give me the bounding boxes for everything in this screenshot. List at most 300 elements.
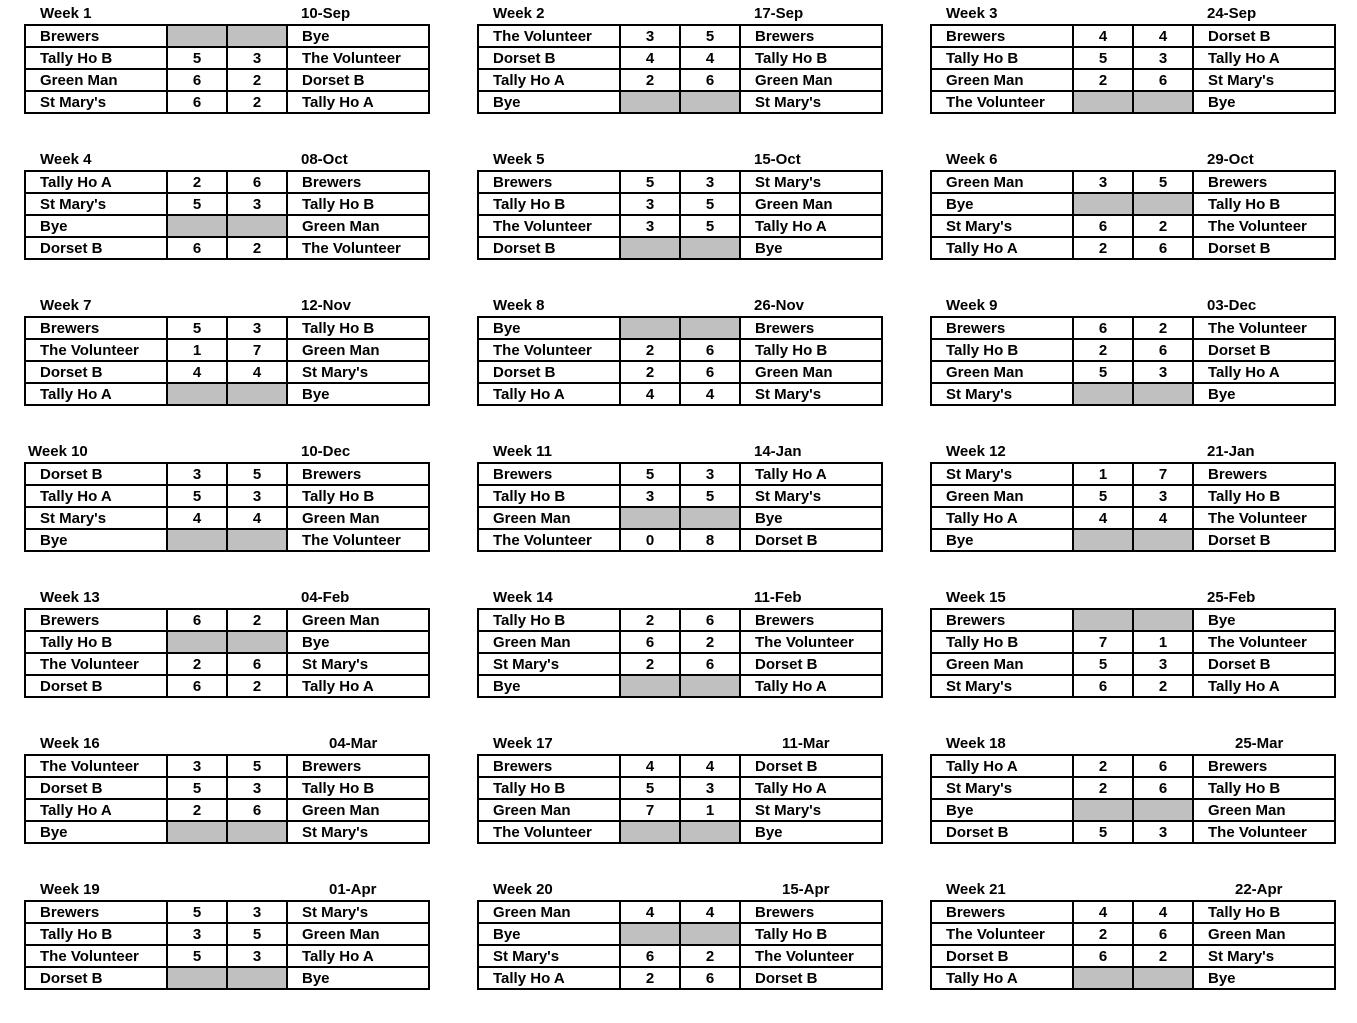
fixture-row	[25, 317, 429, 339]
away-score	[680, 821, 740, 843]
fixture-row	[25, 777, 429, 799]
fixture-row	[25, 25, 429, 47]
home-score	[1073, 383, 1133, 405]
away-team: Tally Ho A	[740, 215, 882, 237]
home-team: Green Man	[931, 361, 1073, 383]
week-label: Week 8	[493, 297, 545, 314]
away-score	[1133, 799, 1193, 821]
away-score: 6	[227, 653, 287, 675]
fixture-row	[931, 777, 1335, 799]
away-team: The Volunteer	[1193, 215, 1335, 237]
week-date: 03-Dec	[1207, 297, 1257, 314]
fixture-row	[931, 609, 1335, 631]
home-team: Tally Ho A	[478, 69, 620, 91]
home-score: 4	[620, 755, 680, 777]
home-team: The Volunteer	[25, 653, 167, 675]
home-score: 4	[620, 47, 680, 69]
home-score: 5	[1073, 361, 1133, 383]
fixture-row	[931, 237, 1335, 259]
home-score: 6	[167, 91, 227, 113]
home-team: Bye	[478, 923, 620, 945]
home-team: Bye	[25, 215, 167, 237]
away-score	[227, 383, 287, 405]
home-score	[620, 675, 680, 697]
away-team: Green Man	[740, 69, 882, 91]
week-label: Week 3	[946, 5, 998, 22]
away-score: 2	[680, 631, 740, 653]
fixture-row	[478, 237, 882, 259]
away-score	[680, 237, 740, 259]
home-team: Green Man	[931, 171, 1073, 193]
home-team: St Mary's	[931, 383, 1073, 405]
away-team: Brewers	[287, 755, 429, 777]
home-team: Bye	[478, 675, 620, 697]
week-block	[477, 0, 881, 125]
home-score: 6	[1073, 945, 1133, 967]
week-block	[930, 438, 1334, 563]
away-team: St Mary's	[740, 171, 882, 193]
away-score: 5	[1133, 171, 1193, 193]
week-label: Week 13	[40, 589, 100, 606]
week-label: Week 2	[493, 5, 545, 22]
fixture-row	[478, 383, 882, 405]
away-score: 3	[227, 317, 287, 339]
home-team: The Volunteer	[478, 821, 620, 843]
fixture-row	[25, 47, 429, 69]
home-team: Dorset B	[25, 967, 167, 989]
week-date: 26-Nov	[754, 297, 805, 314]
away-team: Dorset B	[1193, 529, 1335, 551]
fixture-row	[931, 383, 1335, 405]
home-team: The Volunteer	[478, 529, 620, 551]
home-team: Tally Ho A	[931, 237, 1073, 259]
fixture-row	[931, 529, 1335, 551]
week-block	[24, 146, 428, 271]
fixture-row	[25, 171, 429, 193]
away-score	[227, 967, 287, 989]
away-score	[1133, 529, 1193, 551]
fixture-row	[931, 171, 1335, 193]
home-score: 6	[1073, 675, 1133, 697]
away-score: 4	[1133, 901, 1193, 923]
fixture-row	[25, 821, 429, 843]
away-score: 1	[680, 799, 740, 821]
away-team: Bye	[740, 237, 882, 259]
away-score: 2	[680, 945, 740, 967]
home-team: Brewers	[478, 755, 620, 777]
home-score: 7	[620, 799, 680, 821]
home-score: 6	[167, 609, 227, 631]
away-team: Tally Ho B	[1193, 777, 1335, 799]
away-score: 6	[1133, 777, 1193, 799]
week-block	[477, 146, 881, 271]
home-score	[1073, 91, 1133, 113]
away-team: St Mary's	[740, 383, 882, 405]
fixture-table	[24, 316, 430, 406]
fixture-table	[477, 316, 883, 406]
fixture-row	[478, 339, 882, 361]
week-block	[24, 438, 428, 563]
week-block	[24, 876, 428, 1001]
home-score: 3	[167, 463, 227, 485]
week-date: 10-Sep	[301, 5, 351, 22]
home-team: Bye	[931, 193, 1073, 215]
week-date: 04-Feb	[301, 589, 350, 606]
home-team: Dorset B	[931, 945, 1073, 967]
fixture-table	[930, 462, 1336, 552]
away-score: 6	[1133, 339, 1193, 361]
fixture-table	[930, 754, 1336, 844]
away-score: 6	[227, 799, 287, 821]
away-score: 6	[680, 967, 740, 989]
fixture-table	[930, 316, 1336, 406]
away-team: The Volunteer	[1193, 631, 1335, 653]
away-score: 6	[680, 361, 740, 383]
away-score: 2	[1133, 675, 1193, 697]
away-score: 3	[1133, 821, 1193, 843]
away-team: Dorset B	[287, 69, 429, 91]
fixture-row	[478, 317, 882, 339]
away-score: 3	[1133, 361, 1193, 383]
home-team: Tally Ho B	[478, 609, 620, 631]
fixture-table	[24, 608, 430, 698]
home-score	[1073, 609, 1133, 631]
home-team: The Volunteer	[25, 945, 167, 967]
week-header	[477, 876, 881, 900]
away-score: 7	[227, 339, 287, 361]
home-team: Dorset B	[931, 821, 1073, 843]
fixture-table	[930, 608, 1336, 698]
away-team: The Volunteer	[287, 47, 429, 69]
home-score: 1	[167, 339, 227, 361]
week-date: 11-Feb	[754, 589, 802, 606]
home-score	[1073, 193, 1133, 215]
home-score: 4	[167, 361, 227, 383]
home-team: Dorset B	[25, 237, 167, 259]
away-score: 6	[680, 609, 740, 631]
fixture-row	[478, 653, 882, 675]
home-team: Tally Ho B	[478, 777, 620, 799]
home-score: 4	[620, 901, 680, 923]
away-score: 5	[227, 755, 287, 777]
home-score: 2	[620, 69, 680, 91]
fixture-table	[477, 462, 883, 552]
week-block	[24, 730, 428, 855]
away-score: 3	[1133, 485, 1193, 507]
week-label: Week 4	[40, 151, 92, 168]
week-header	[930, 438, 1334, 462]
home-team: St Mary's	[931, 675, 1073, 697]
week-block	[930, 0, 1334, 125]
week-label: Week 15	[946, 589, 1006, 606]
away-team: Tally Ho B	[287, 777, 429, 799]
away-team: Tally Ho B	[740, 923, 882, 945]
away-score: 1	[1133, 631, 1193, 653]
fixture-row	[25, 69, 429, 91]
week-block	[930, 730, 1334, 855]
home-team: The Volunteer	[931, 923, 1073, 945]
week-block	[930, 146, 1334, 271]
home-score	[167, 383, 227, 405]
week-date: 22-Apr	[1235, 881, 1283, 898]
away-score: 5	[680, 485, 740, 507]
home-team: Brewers	[478, 171, 620, 193]
week-date: 04-Mar	[329, 735, 378, 752]
fixture-row	[25, 653, 429, 675]
home-team: Green Man	[478, 507, 620, 529]
home-team: Dorset B	[478, 47, 620, 69]
week-label: Week 7	[40, 297, 92, 314]
home-team: St Mary's	[25, 193, 167, 215]
home-score: 3	[1073, 171, 1133, 193]
home-score: 2	[1073, 777, 1133, 799]
fixture-row	[25, 609, 429, 631]
week-block	[477, 292, 881, 417]
fixture-row	[931, 755, 1335, 777]
week-block	[477, 876, 881, 1001]
away-team: Tally Ho B	[287, 485, 429, 507]
away-team: Green Man	[1193, 799, 1335, 821]
week-date: 25-Feb	[1207, 589, 1256, 606]
week-header	[477, 730, 881, 754]
week-header	[24, 876, 428, 900]
away-team: Dorset B	[1193, 25, 1335, 47]
week-header	[477, 438, 881, 462]
week-header	[930, 730, 1334, 754]
away-team: Bye	[740, 821, 882, 843]
away-score: 7	[1133, 463, 1193, 485]
home-team: Dorset B	[25, 777, 167, 799]
fixture-table	[24, 462, 430, 552]
home-score: 4	[167, 507, 227, 529]
away-team: Bye	[287, 383, 429, 405]
fixture-row	[25, 529, 429, 551]
away-score: 5	[227, 923, 287, 945]
away-team: The Volunteer	[287, 237, 429, 259]
home-score	[1073, 799, 1133, 821]
fixture-row	[931, 653, 1335, 675]
fixture-row	[931, 47, 1335, 69]
week-block	[930, 584, 1334, 709]
week-header	[477, 146, 881, 170]
away-team: Tally Ho B	[740, 47, 882, 69]
fixture-row	[931, 317, 1335, 339]
home-team: Tally Ho A	[478, 383, 620, 405]
home-team: Tally Ho B	[478, 193, 620, 215]
fixture-row	[931, 507, 1335, 529]
away-score: 2	[227, 609, 287, 631]
fixture-table	[930, 170, 1336, 260]
fixture-row	[478, 463, 882, 485]
away-score: 3	[227, 193, 287, 215]
away-team: Tally Ho A	[287, 945, 429, 967]
fixture-row	[25, 631, 429, 653]
away-team: St Mary's	[287, 821, 429, 843]
fixture-table	[930, 900, 1336, 990]
away-team: Bye	[287, 25, 429, 47]
home-team: St Mary's	[25, 91, 167, 113]
home-team: Green Man	[931, 653, 1073, 675]
home-score	[620, 507, 680, 529]
home-team: Tally Ho A	[25, 485, 167, 507]
week-header	[930, 146, 1334, 170]
away-score: 3	[227, 901, 287, 923]
home-score: 6	[167, 675, 227, 697]
fixture-row	[931, 799, 1335, 821]
away-team: The Volunteer	[740, 631, 882, 653]
home-score: 0	[620, 529, 680, 551]
away-score	[1133, 609, 1193, 631]
home-score	[167, 967, 227, 989]
away-score: 6	[1133, 923, 1193, 945]
away-team: Brewers	[287, 463, 429, 485]
home-score	[620, 237, 680, 259]
fixture-row	[25, 507, 429, 529]
week-label: Week 20	[493, 881, 553, 898]
away-team: Brewers	[1193, 171, 1335, 193]
fixture-row	[931, 463, 1335, 485]
away-team: St Mary's	[1193, 69, 1335, 91]
away-score: 6	[1133, 755, 1193, 777]
week-block	[930, 876, 1334, 1001]
away-score: 6	[1133, 237, 1193, 259]
home-score	[167, 631, 227, 653]
home-team: Green Man	[478, 901, 620, 923]
away-score: 6	[680, 653, 740, 675]
away-team: Brewers	[740, 901, 882, 923]
away-team: Dorset B	[1193, 653, 1335, 675]
away-score	[1133, 967, 1193, 989]
fixture-row	[25, 215, 429, 237]
home-team: Bye	[25, 821, 167, 843]
away-team: The Volunteer	[1193, 317, 1335, 339]
home-score: 4	[1073, 901, 1133, 923]
away-team: Bye	[1193, 383, 1335, 405]
week-block	[477, 584, 881, 709]
fixture-row	[478, 193, 882, 215]
week-date: 21-Jan	[1207, 443, 1255, 460]
away-team: St Mary's	[1193, 945, 1335, 967]
away-score	[680, 91, 740, 113]
away-score	[227, 529, 287, 551]
fixture-table	[24, 900, 430, 990]
home-score	[620, 317, 680, 339]
fixture-row	[25, 91, 429, 113]
away-team: Bye	[740, 507, 882, 529]
away-score	[227, 631, 287, 653]
home-score: 5	[167, 317, 227, 339]
away-score: 2	[227, 91, 287, 113]
away-team: Tally Ho A	[1193, 361, 1335, 383]
home-team: The Volunteer	[478, 339, 620, 361]
home-score: 2	[167, 171, 227, 193]
fixture-row	[25, 923, 429, 945]
home-team: St Mary's	[931, 463, 1073, 485]
away-score: 4	[227, 361, 287, 383]
week-label: Week 14	[493, 589, 553, 606]
home-score: 6	[620, 945, 680, 967]
away-team: Tally Ho B	[1193, 193, 1335, 215]
home-score	[167, 25, 227, 47]
home-score: 7	[1073, 631, 1133, 653]
home-team: Green Man	[478, 799, 620, 821]
fixture-row	[478, 967, 882, 989]
home-score: 2	[1073, 755, 1133, 777]
away-team: The Volunteer	[740, 945, 882, 967]
fixture-row	[478, 777, 882, 799]
home-score: 6	[620, 631, 680, 653]
home-score	[620, 821, 680, 843]
away-team: Tally Ho A	[1193, 675, 1335, 697]
fixture-row	[931, 193, 1335, 215]
week-header	[477, 0, 881, 24]
home-score: 2	[620, 653, 680, 675]
home-team: St Mary's	[478, 653, 620, 675]
home-team: Tally Ho A	[931, 755, 1073, 777]
week-header	[24, 438, 428, 462]
week-label: Week 9	[946, 297, 998, 314]
away-team: St Mary's	[740, 485, 882, 507]
home-team: Brewers	[478, 463, 620, 485]
away-score: 3	[1133, 47, 1193, 69]
home-team: Tally Ho B	[931, 631, 1073, 653]
away-team: Tally Ho A	[740, 463, 882, 485]
week-date: 01-Apr	[329, 881, 377, 898]
fixture-row	[478, 945, 882, 967]
home-team: Dorset B	[25, 361, 167, 383]
fixture-row	[25, 361, 429, 383]
fixture-row	[478, 675, 882, 697]
away-score: 4	[680, 383, 740, 405]
week-date: 14-Jan	[754, 443, 802, 460]
away-team: Tally Ho A	[287, 675, 429, 697]
away-score	[1133, 383, 1193, 405]
home-score: 5	[167, 47, 227, 69]
week-date: 12-Nov	[301, 297, 352, 314]
home-team: Tally Ho A	[25, 799, 167, 821]
fixture-table	[24, 24, 430, 114]
away-team: Green Man	[287, 609, 429, 631]
fixture-row	[478, 799, 882, 821]
fixture-row	[931, 923, 1335, 945]
week-header	[477, 584, 881, 608]
away-team: Tally Ho B	[740, 339, 882, 361]
away-score: 4	[227, 507, 287, 529]
away-score	[680, 507, 740, 529]
away-score: 8	[680, 529, 740, 551]
fixture-table	[477, 900, 883, 990]
week-label: Week 19	[40, 881, 100, 898]
home-score: 6	[1073, 215, 1133, 237]
home-score: 2	[620, 609, 680, 631]
fixture-row	[25, 339, 429, 361]
fixture-table	[477, 608, 883, 698]
fixture-row	[25, 237, 429, 259]
week-header	[930, 292, 1334, 316]
fixture-row	[478, 609, 882, 631]
week-date: 29-Oct	[1207, 151, 1254, 168]
away-score: 2	[227, 237, 287, 259]
home-score	[167, 821, 227, 843]
away-team: Dorset B	[740, 755, 882, 777]
fixture-row	[25, 755, 429, 777]
fixture-row	[931, 361, 1335, 383]
fixture-row	[478, 529, 882, 551]
week-block	[930, 292, 1334, 417]
away-team: Bye	[1193, 967, 1335, 989]
away-team: Dorset B	[740, 529, 882, 551]
away-team: Dorset B	[1193, 237, 1335, 259]
